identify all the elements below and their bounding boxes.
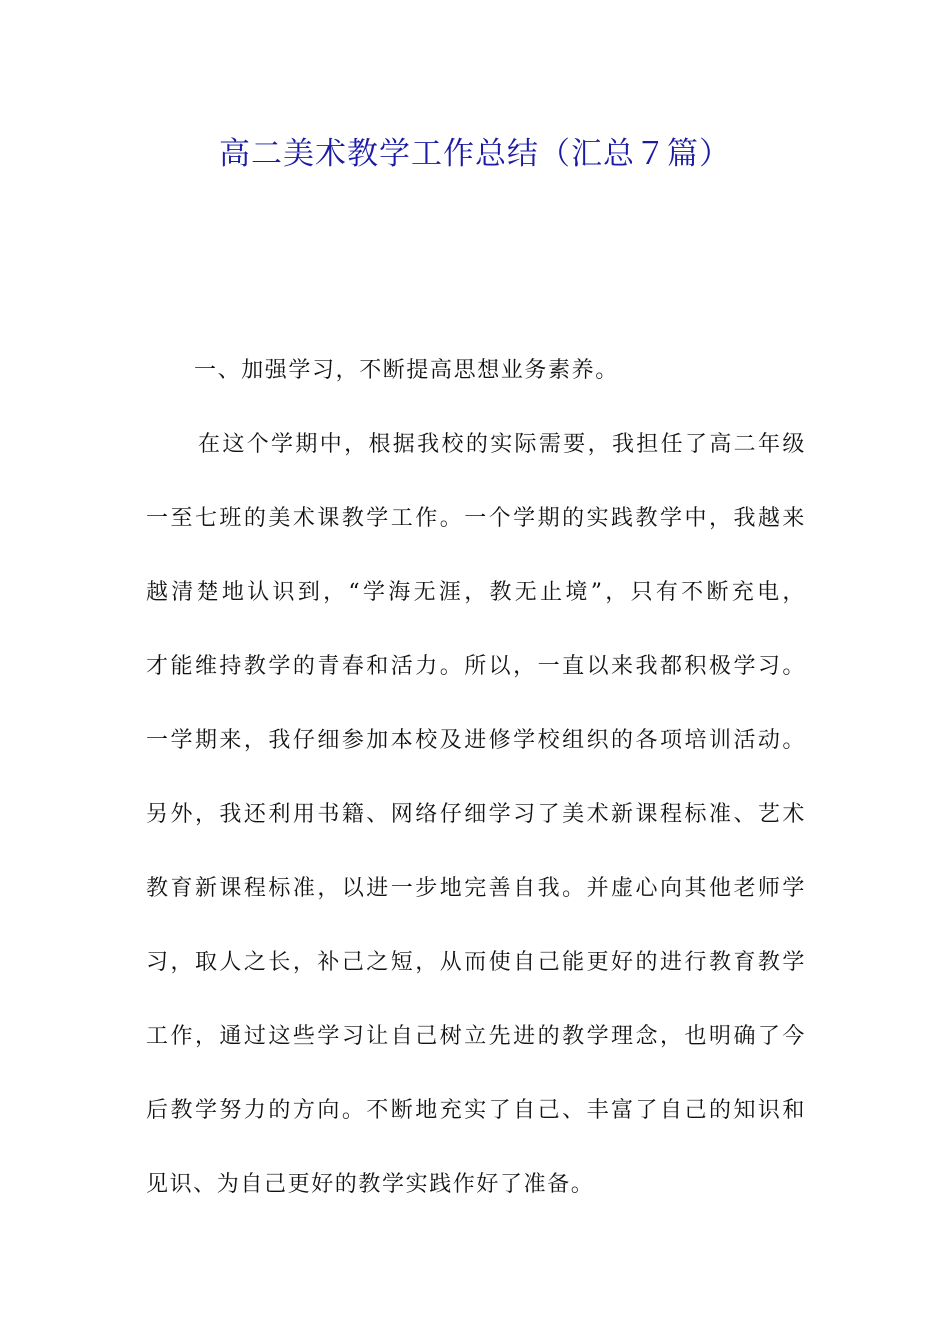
paragraph-line: 教育新课程标准，以进一步地完善自我。并虚心向其他老师学 — [146, 876, 806, 901]
document-body — [146, 334, 806, 1222]
paragraph-line: 在这个学期中，根据我校的实际需要，我担任了高二年级 — [198, 432, 806, 457]
section-heading: 一、加强学习，不断提高思想业务素养。 — [194, 358, 619, 383]
document-title: 高二美术教学工作总结（汇总７篇） — [219, 136, 731, 172]
paragraph-line: 后教学努力的方向。不断地充实了自己、丰富了自己的知识和 — [146, 1098, 806, 1123]
paragraph-line: 越清楚地认识到，“学海无涯，教无止境”，只有不断充电， — [146, 580, 806, 605]
paragraph-line: 才能维持教学的青春和活力。所以，一直以来我都积极学习。 — [146, 654, 806, 679]
paragraph-line: 另外，我还利用书籍、网络仔细学习了美术新课程标准、艺术 — [146, 802, 806, 827]
paragraph-line: 一至七班的美术课教学工作。一个学期的实践教学中，我越来 — [146, 506, 806, 531]
paragraph-line: 习，取人之长，补己之短，从而使自己能更好的进行教育教学 — [146, 950, 806, 975]
paragraph-line: 一学期来，我仔细参加本校及进修学校组织的各项培训活动。 — [146, 728, 806, 753]
paragraph-line: 见识、为自己更好的教学实践作好了准备。 — [146, 1172, 595, 1197]
paragraph-line: 工作，通过这些学习让自己树立先进的教学理念，也明确了今 — [146, 1024, 806, 1049]
